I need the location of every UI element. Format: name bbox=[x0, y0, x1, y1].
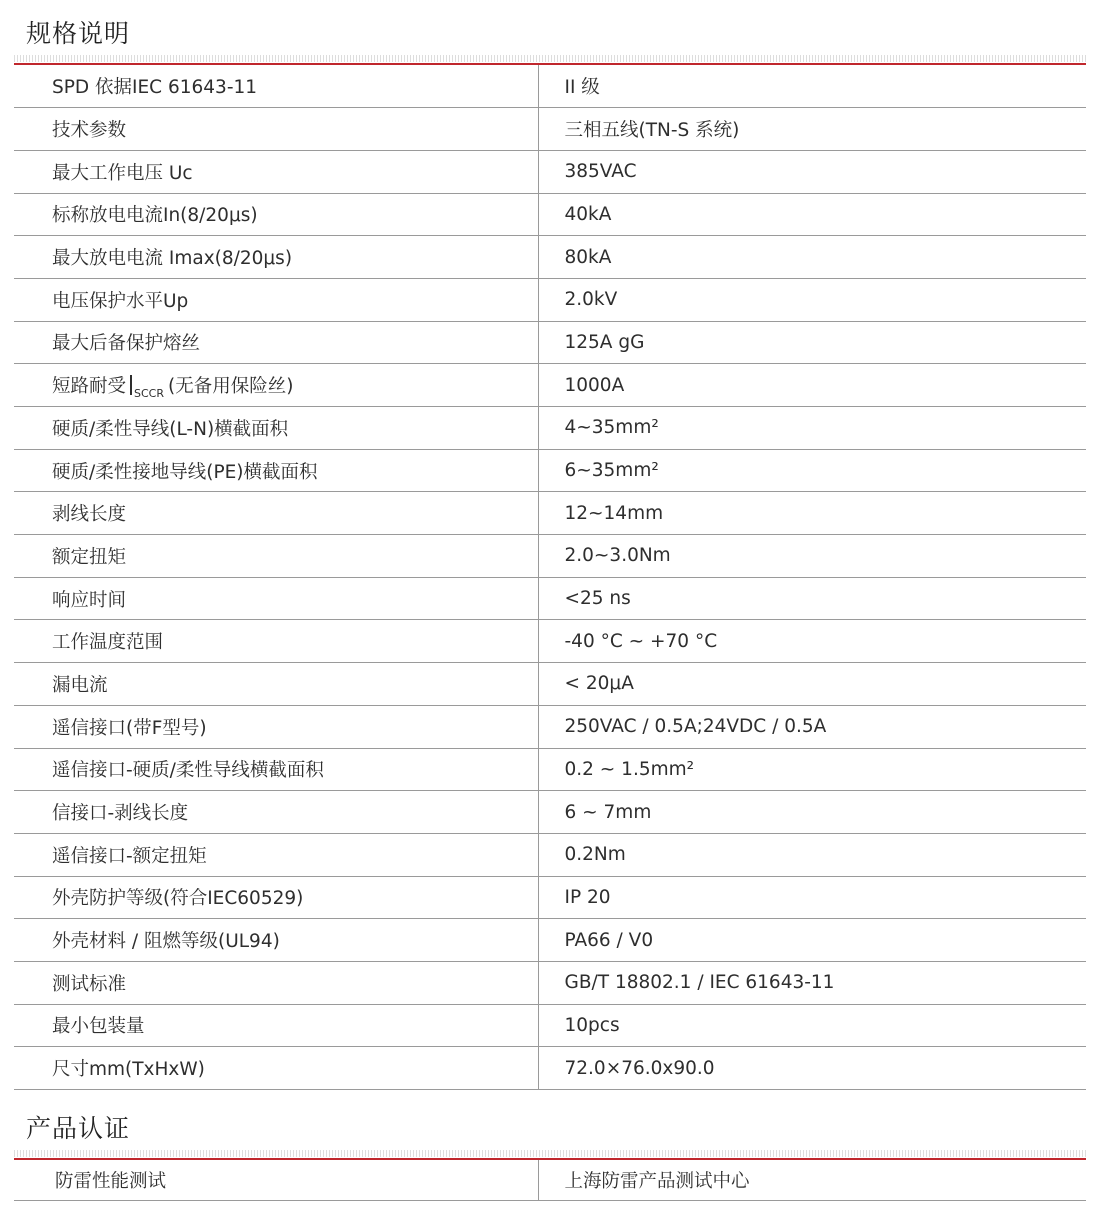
cert-section-title: 产品认证 bbox=[26, 1114, 131, 1143]
spec-key: 外壳材料 / 阻燃等级(UL94) bbox=[14, 919, 538, 962]
spec-key: 最大工作电压 Uc bbox=[14, 150, 538, 193]
table-row bbox=[14, 876, 1086, 919]
spec-key: 测试标准 bbox=[14, 961, 538, 1004]
table-row bbox=[14, 833, 1086, 876]
spec-key: 标称放电电流In(8/20μs) bbox=[14, 193, 538, 236]
spec-key: 遥信接口(带F型号) bbox=[14, 705, 538, 748]
table-row bbox=[14, 535, 1086, 578]
spec-value: GB/T 18802.1 / IEC 61643-11 bbox=[538, 961, 1086, 1004]
table-row bbox=[14, 65, 1086, 108]
spec-value: -40 °C ~ +70 °C bbox=[538, 620, 1086, 663]
spec-value: 80kA bbox=[538, 236, 1086, 279]
spec-title-rule bbox=[14, 55, 1086, 65]
cert-table bbox=[14, 1160, 1086, 1201]
table-row bbox=[14, 663, 1086, 706]
spec-key: 硬质/柔性导线(L-N)横截面积 bbox=[14, 407, 538, 450]
spec-value: <25 ns bbox=[538, 577, 1086, 620]
spec-value: 6~35mm² bbox=[538, 449, 1086, 492]
spec-value: 1000A bbox=[538, 364, 1086, 407]
spec-value: PA66 / V0 bbox=[538, 919, 1086, 962]
spec-key: 工作温度范围 bbox=[14, 620, 538, 663]
table-row bbox=[14, 364, 1086, 407]
spec-key: 额定扭矩 bbox=[14, 535, 538, 578]
spec-value: 12~14mm bbox=[538, 492, 1086, 535]
table-row bbox=[14, 193, 1086, 236]
spec-value: 0.2Nm bbox=[538, 833, 1086, 876]
table-row bbox=[14, 1160, 1086, 1200]
table-row bbox=[14, 1004, 1086, 1047]
spec-key-prefix: 短路耐受 bbox=[52, 376, 127, 398]
spec-key: 剥线长度 bbox=[14, 492, 538, 535]
table-row bbox=[14, 321, 1086, 364]
spec-key: 技术参数 bbox=[14, 108, 538, 151]
cert-title-rule bbox=[14, 1150, 1086, 1160]
table-row bbox=[14, 705, 1086, 748]
spec-value: 40kA bbox=[538, 193, 1086, 236]
spec-value: < 20μA bbox=[538, 663, 1086, 706]
table-row bbox=[14, 108, 1086, 151]
table-row bbox=[14, 577, 1086, 620]
table-row bbox=[14, 919, 1086, 962]
table-row bbox=[14, 150, 1086, 193]
spec-key-subscript: SCCR bbox=[134, 387, 165, 401]
spec-value: 72.0×76.0x90.0 bbox=[538, 1047, 1086, 1090]
spec-value: 6 ~ 7mm bbox=[538, 791, 1086, 834]
spec-value: 三相五线(TN-S 系统) bbox=[538, 108, 1086, 151]
table-row bbox=[14, 748, 1086, 791]
table-row bbox=[14, 236, 1086, 279]
spec-value: 10pcs bbox=[538, 1004, 1086, 1047]
spec-key: 漏电流 bbox=[14, 663, 538, 706]
table-row bbox=[14, 620, 1086, 663]
spec-table bbox=[14, 65, 1086, 1090]
spec-key: 尺寸mm(TxHxW) bbox=[14, 1047, 538, 1090]
spec-value: 2.0kV bbox=[538, 278, 1086, 321]
spec-key bbox=[14, 364, 538, 407]
table-row bbox=[14, 278, 1086, 321]
spec-key: 最大后备保护熔丝 bbox=[14, 321, 538, 364]
spec-key: 电压保护水平Up bbox=[14, 278, 538, 321]
cert-key: 防雷性能测试 bbox=[14, 1160, 538, 1200]
spec-value: 0.2 ~ 1.5mm² bbox=[538, 748, 1086, 791]
spec-value: 2.0~3.0Nm bbox=[538, 535, 1086, 578]
spec-key: 遥信接口-额定扭矩 bbox=[14, 833, 538, 876]
spec-section-title: 规格说明 bbox=[26, 19, 131, 48]
current-symbol-bar bbox=[130, 375, 132, 395]
spec-key: SPD 依据IEC 61643-11 bbox=[14, 65, 538, 108]
table-row bbox=[14, 961, 1086, 1004]
spec-value: II 级 bbox=[538, 65, 1086, 108]
spec-value: 125A gG bbox=[538, 321, 1086, 364]
cert-value: 上海防雷产品测试中心 bbox=[538, 1160, 1086, 1200]
spec-key: 响应时间 bbox=[14, 577, 538, 620]
table-row bbox=[14, 449, 1086, 492]
spec-key: 外壳防护等级(符合IEC60529) bbox=[14, 876, 538, 919]
table-row bbox=[14, 492, 1086, 535]
spec-value: 250VAC / 0.5A;24VDC / 0.5A bbox=[538, 705, 1086, 748]
spec-key: 最小包装量 bbox=[14, 1004, 538, 1047]
table-row bbox=[14, 791, 1086, 834]
spec-value: IP 20 bbox=[538, 876, 1086, 919]
spec-value: 4~35mm² bbox=[538, 407, 1086, 450]
table-row bbox=[14, 407, 1086, 450]
spec-key: 信接口-剥线长度 bbox=[14, 791, 538, 834]
spec-key: 遥信接口-硬质/柔性导线横截面积 bbox=[14, 748, 538, 791]
table-row bbox=[14, 1047, 1086, 1090]
spec-key-suffix: (无备用保险丝) bbox=[168, 376, 294, 398]
spec-value: 385VAC bbox=[538, 150, 1086, 193]
spec-key: 最大放电电流 Imax(8/20μs) bbox=[14, 236, 538, 279]
spec-key: 硬质/柔性接地导线(PE)横截面积 bbox=[14, 449, 538, 492]
